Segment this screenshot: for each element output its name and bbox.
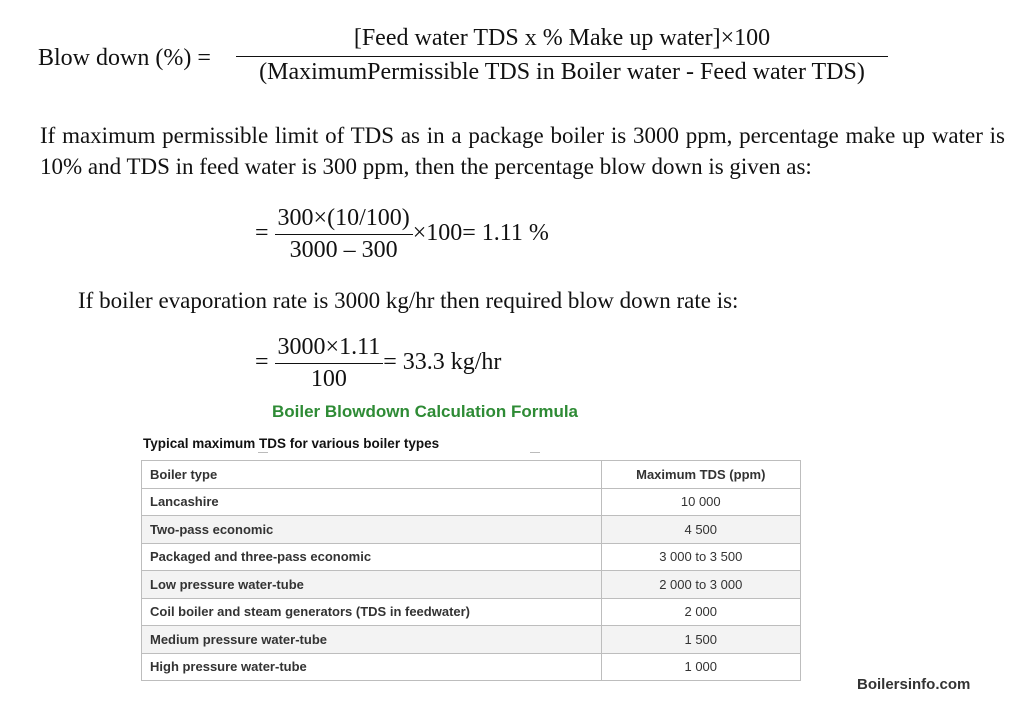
eq1-numerator: 300×(10/100) — [277, 205, 410, 231]
cell-max-tds: 4 500 — [601, 516, 800, 544]
cell-max-tds: 2 000 — [601, 598, 800, 626]
cell-boiler-type: Medium pressure water-tube — [142, 626, 602, 654]
column-header-boiler-type: Boiler type — [142, 461, 602, 489]
eq2-result: = 33.3 kg/hr — [383, 349, 502, 376]
cell-max-tds: 2 000 to 3 000 — [601, 571, 800, 599]
cell-boiler-type: Low pressure water-tube — [142, 571, 602, 599]
tds-table — [141, 460, 801, 681]
site-watermark: Boilersinfo.com — [857, 676, 971, 693]
cell-boiler-type: Two-pass economic — [142, 516, 602, 544]
blowdown-rate-equation — [255, 334, 501, 393]
table-header-row — [142, 461, 801, 489]
table-row — [142, 488, 801, 516]
table-row — [142, 543, 801, 571]
table-title: Typical maximum TDS for various boiler types — [143, 436, 440, 451]
table-row — [142, 571, 801, 599]
blowdown-percent-equation — [255, 205, 549, 264]
stray-mark — [530, 452, 540, 453]
cell-boiler-type: Lancashire — [142, 488, 602, 516]
eq2-numerator: 3000×1.11 — [277, 334, 381, 360]
eq1-equals: = — [255, 220, 269, 247]
cell-max-tds: 10 000 — [601, 488, 800, 516]
evaporation-line: If boiler evaporation rate is 3000 kg/hr then required blow down rate is: — [78, 288, 739, 313]
formula-denominator: (MaximumPermissible TDS in Boiler water - Feed water TDS) — [259, 59, 865, 85]
table-row — [142, 653, 801, 681]
formula-numerator: [Feed water TDS x % Make up water]×100 — [353, 25, 771, 51]
cell-max-tds: 1 000 — [601, 653, 800, 681]
formula-lhs: Blow down (%) = — [38, 45, 211, 71]
eq2-fraction — [275, 334, 384, 393]
formula-fraction — [236, 25, 888, 86]
table-row — [142, 626, 801, 654]
example-paragraph: If maximum permissible limit of TDS as in a package boiler is 3000 ppm, percentage make up water is 10% and TDS in feed water is 300 ppm, then the percentage blow down is given as: — [40, 123, 1005, 179]
eq1-denominator: 3000 – 300 — [275, 234, 413, 264]
figure-caption: Boiler Blowdown Calculation Formula — [272, 402, 579, 421]
cell-boiler-type: High pressure water-tube — [142, 653, 602, 681]
cell-max-tds: 1 500 — [601, 626, 800, 654]
eq1-result: ×100= 1.11 % — [412, 220, 549, 247]
eq1-fraction — [275, 205, 413, 264]
column-header-max-tds: Maximum TDS (ppm) — [601, 461, 800, 489]
cell-boiler-type: Coil boiler and steam generators (TDS in feedwater) — [142, 598, 602, 626]
cell-max-tds: 3 000 to 3 500 — [601, 543, 800, 571]
eq2-denominator: 100 — [275, 363, 384, 393]
table-row — [142, 598, 801, 626]
table-row — [142, 516, 801, 544]
cell-boiler-type: Packaged and three-pass economic — [142, 543, 602, 571]
eq2-equals: = — [255, 349, 269, 376]
stray-mark — [258, 452, 268, 453]
